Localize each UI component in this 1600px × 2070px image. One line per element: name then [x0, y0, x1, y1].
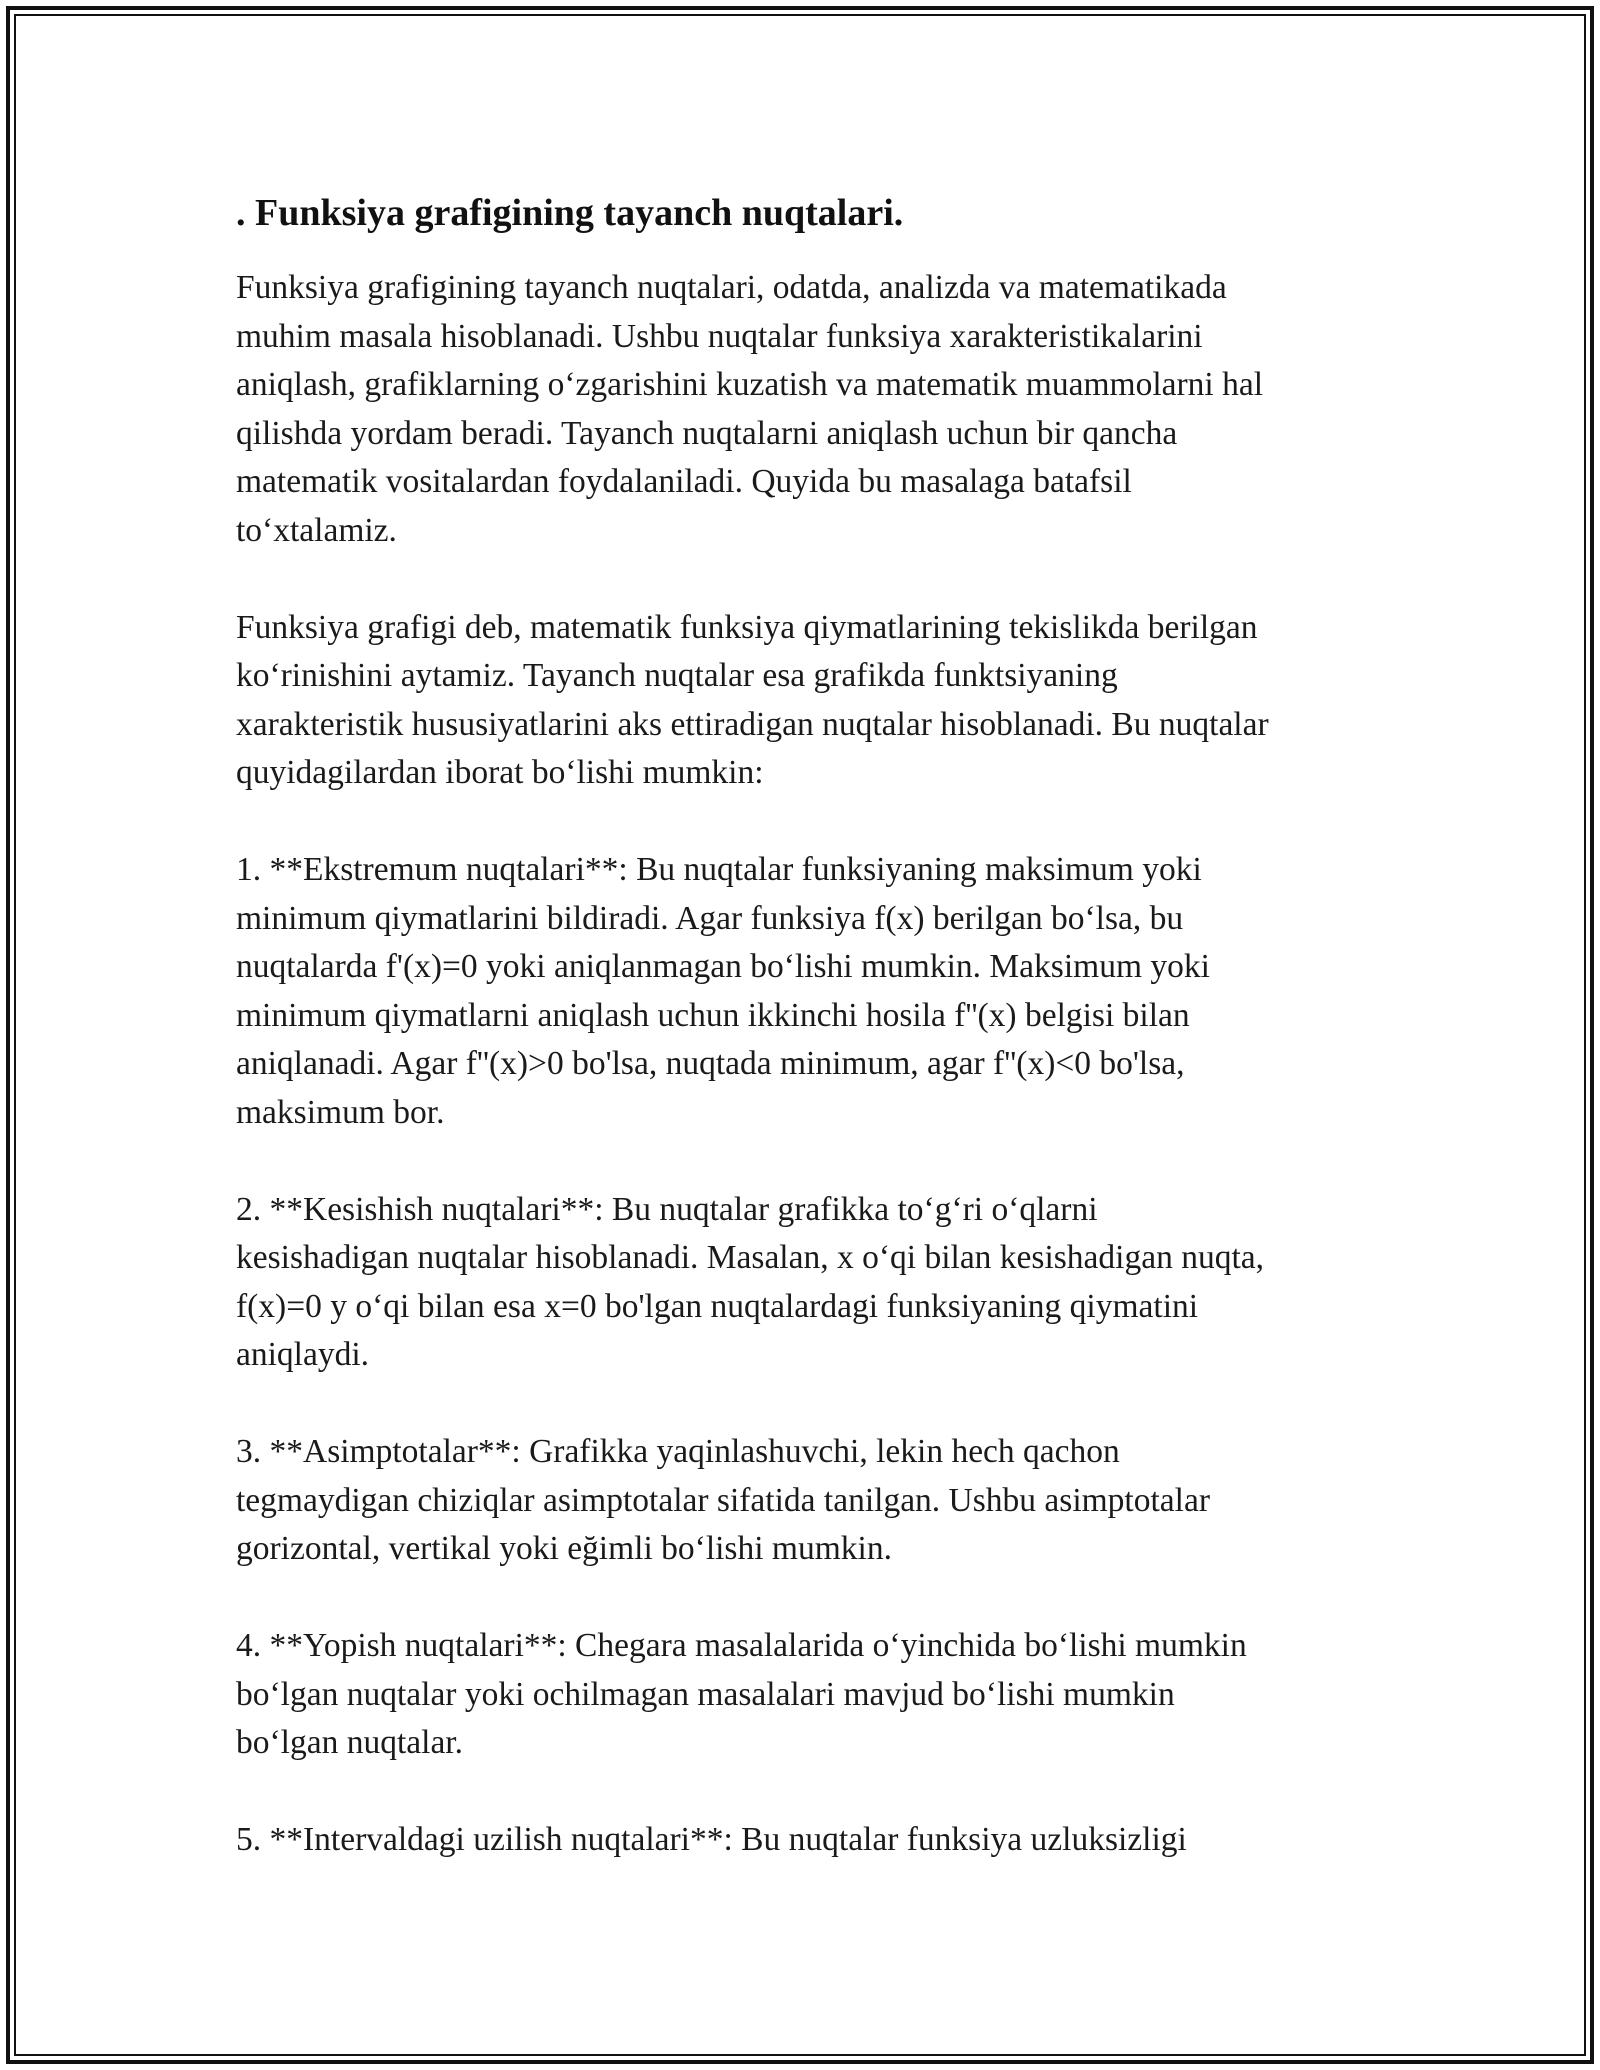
document-title: . Funksiya grafigining tayanch nuqtalari.	[236, 192, 904, 234]
paragraph-intro: Funksiya grafigining tayanch nuqtalari, odatda, analizda va matematikada muhim masala hisoblanadi. Ushbu nuqtalar funksiya xarakteristikalarini aniqlash, grafiklarning o‘zgarishini kuzatish va matematik muammolarni hal qilishda yordam beradi. Tayanch nuqtalarni aniqlash uchun bir qancha matematik vositalardan foydalaniladi. Quyida bu masalaga batafsil to‘xtalamiz.	[236, 269, 1264, 549]
list-item-intersection: 2. **Kesishish nuqtalari**: Bu nuqtalar grafikka to‘g‘ri o‘qlarni kesishadigan nuqtalar hisoblanadi. Masalan, x o‘qi bilan kesishadigan nuqta, f(x)=0 y o‘qi bilan esa x=0 bo'lgan nuqtalardagi funksiyaning qiymatini aniqlaydi.	[236, 1190, 1265, 1373]
paragraph-definition: Funksiya grafigi deb, matematik funksiya qiymatlarining tekislikda berilgan ko‘rinishini aytamiz. Tayanch nuqtalar esa grafikda funktsiyaning xarakteristik hususiyatlarini aks ettiradigan nuqtalar hisoblanadi. Bu nuqtalar quyidagilardan iborat bo‘lishi mumkin:	[236, 608, 1269, 791]
document-body	[236, 188, 1386, 1865]
list-item-discontinuity: 5. **Intervaldagi uzilish nuqtalari**: Bu nuqtalar funksiya uzluksizligi	[236, 1821, 1187, 1858]
list-item-asymptotes: 3. **Asimptotalar**: Grafikka yaqinlashuvchi, lekin hech qachon tegmaydigan chiziqlar asimptotalar sifatida tanilgan. Ushbu asimptotalar gorizontal, vertikal yoki eğimli bo‘lishi mumkin.	[236, 1433, 1211, 1567]
list-item-closure-points: 4. **Yopish nuqtalari**: Chegara masalalarida o‘yinchida bo‘lishi mumkin bo‘lgan nuqtalar yoki ochilmagan masalalari mavjud bo‘lishi mumkin bo‘lgan nuqtalar.	[236, 1627, 1247, 1761]
list-item-extremum: 1. **Ekstremum nuqtalari**: Bu nuqtalar funksiyaning maksimum yoki minimum qiymatlarini bildiradi. Agar funksiya f(x) berilgan bo‘lsa, bu nuqtalarda f'(x)=0 yoki aniqlanmagan bo‘lishi mumkin. Maksimum yoki minimum qiymatlarni aniqlash uchun ikkinchi hosila f''(x) belgisi bilan aniqlanadi. Agar f''(x)>0 bo'lsa, nuqtada minimum, agar f''(x)<0 bo'lsa, maksimum bor.	[236, 851, 1210, 1131]
